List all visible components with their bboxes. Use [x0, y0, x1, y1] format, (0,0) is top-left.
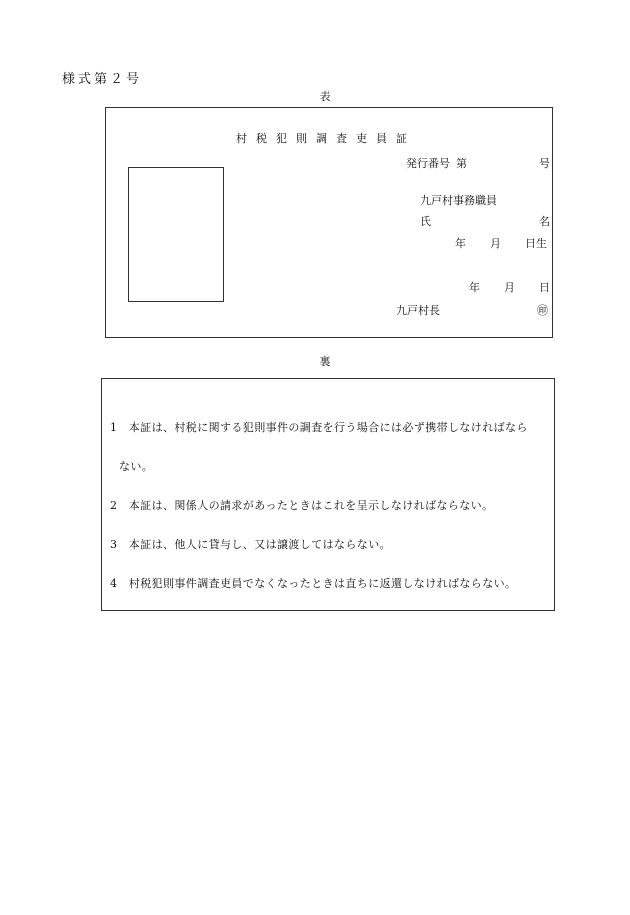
back-note-4: 4 村税犯則事件調査吏員でなくなったときは直ちに返還しなければならない。 — [110, 577, 517, 590]
name-label-shi: 氏 — [420, 215, 431, 228]
back-note-3: 3 本証は、他人に貸与し、又は譲渡してはならない。 — [110, 538, 391, 551]
back-note-2: 2 本証は、関係人の請求があったときはこれを呈示しなければならない。 — [110, 499, 494, 512]
id-card-back — [101, 378, 555, 611]
seal-mark: ㊞ — [537, 304, 548, 317]
id-card-front — [105, 107, 553, 338]
issue-month-label: 月 — [504, 281, 515, 294]
birth-month-label: 月 — [490, 237, 501, 250]
name-label-mei: 名 — [539, 215, 550, 228]
back-side-label: 裏 — [319, 355, 331, 368]
issuer-label: 九戸村長 — [396, 304, 440, 317]
birth-year-label: 年 — [455, 237, 466, 250]
issue-number-go: 号 — [539, 157, 550, 170]
form-number: 様式第２号 — [62, 72, 143, 87]
issue-number-label: 発行番号 — [406, 157, 450, 170]
issue-year-label: 年 — [469, 281, 480, 294]
back-note-1: 1 本証は、村税に関する犯則事件の調査を行う場合には必ず携帯しなければなら — [110, 421, 528, 434]
birth-day-label: 日生 — [525, 237, 547, 250]
front-side-label: 表 — [319, 90, 331, 103]
issue-number-dai: 第 — [456, 157, 467, 170]
photo-placeholder — [128, 167, 224, 302]
card-title: 村税犯則調査吏員証 — [236, 132, 416, 145]
issue-day-label: 日 — [539, 281, 550, 294]
affiliation: 九戸村事務職員 — [420, 194, 497, 207]
back-note-1-continued: ない。 — [119, 460, 154, 473]
